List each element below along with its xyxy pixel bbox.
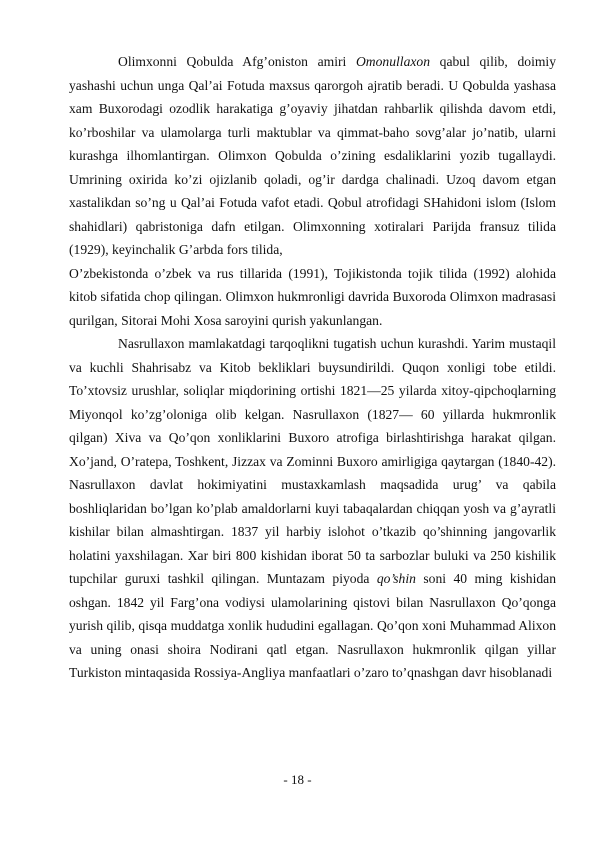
document-body xyxy=(69,50,556,685)
paragraph-nasrullaxon xyxy=(69,332,556,685)
page-number: - 18 - xyxy=(283,772,312,787)
italic-word-qoshin: qo’shin xyxy=(376,571,416,586)
text-segment: qabul qilib, doimiy yashashi uchun unga Qal’ai Fotuda maxsus qarorgoh ajratib beradi. U Qobulda yashasa xam Buxorodagi ozodlik harakatiga g’oyaviy jihatdan rahbarlik qilishda davom etdi, ko’rboshilar va ulamolarga turli maktublar va qimmat-baho sovg’alar jo’natib, ularni kurashga ilhomlantirgan. Olimxon Qobulda o’zining esdaliklarini yozib tugallaydi. Umrining oxirida ko’zi ojizlanib qoladi, og’ir dardga chalinadi. Uzoq davom etgan xastalikdan so’ng u Qal’ai Fotuda vafot etadi. Qobul atrofidagi SHahidoni islom (Islom shahidlari) qabristoniga dafn etilgan. Olimxonning xotiralari Parijda fransuz tilida (1929), keyinchalik G’arbda fors tilida, xyxy=(69,54,557,257)
text-segment: O’zbekistonda o’zbek va rus tillarida (1991), Tojikistonda tojik tilida (1992) alohida kitob sifatida chop qilingan. Olimxon hukmronligi davrida Buxoroda Olimxon madrasasi qurilgan, Sitorai Mohi Xosa saroyini qurish yakunlangan. xyxy=(69,265,556,328)
italic-name-omonullaxon: Omonullaxon xyxy=(355,54,430,69)
text-segment: Olimxonni Qobulda Afg’oniston amiri xyxy=(118,54,356,69)
text-segment: Nasrullaxon mamlakatdagi tarqoqlikni tugatish uchun kurashdi. Yarim mustaqil va kuchli Shahrisabz va Kitob bekliklari buysundirildi. Quqon xonligi tobe etildi. To’xtovsiz urushlar, soliqlar miqdorining ortishi 1821—25 yilarda xitoy-qipchoqlarning Miyonqol ko’zg’oloniga olib kelgan. Nasrullaxon (1827— 60 yillarda hukmronlik qilgan) Xiva va Qo’qon xonliklarini Buxoro atrofiga birlashtirishga harakat qilgan. Xo’jand, O’ratepa, Toshkent, Jizzax va Zominni Buxoro amirligiga qaytargan (1840-42). Nasrullaxon davlat hokimiyatini mustaxkamlash maqsadida urug’ va qabila boshliqlaridan bo’lgan ko’plab amaldorlarni kuyi tabaqalardan chiqqan yosh va g’ayratli kishilar bilan almashtirgan. 1837 yil harbiy islohot o’tkazib qo’shinning jangovarlik holatini yaxshilagan. Xar biri 800 kishidan iborat 50 ta sarbozlar buluki va 250 kishilik tupchilar guruxi tashkil qilingan. Muntazam piyoda xyxy=(69,336,556,586)
paragraph-olimxon-qobul xyxy=(69,50,556,262)
paragraph-uzbekistonda xyxy=(69,262,556,333)
text-segment: soni 40 ming kishidan oshgan. 1842 yil Farg’ona vodiysi ulamolarining qistovi bilan Nasrullaxon Qo’qonga yurish qilib, qisqa muddatga xonlik hududini egallagan. Qo’qon xoni Muhammad Alixon va uning onasi shoira Nodirani qatl etgan. Nasrullaxon hukmronlik qilgan yillar Turkiston mintaqasida Rossiya-Angliya manfaatlari o’zaro to’qnashgan davr hisoblanadi xyxy=(69,571,556,680)
